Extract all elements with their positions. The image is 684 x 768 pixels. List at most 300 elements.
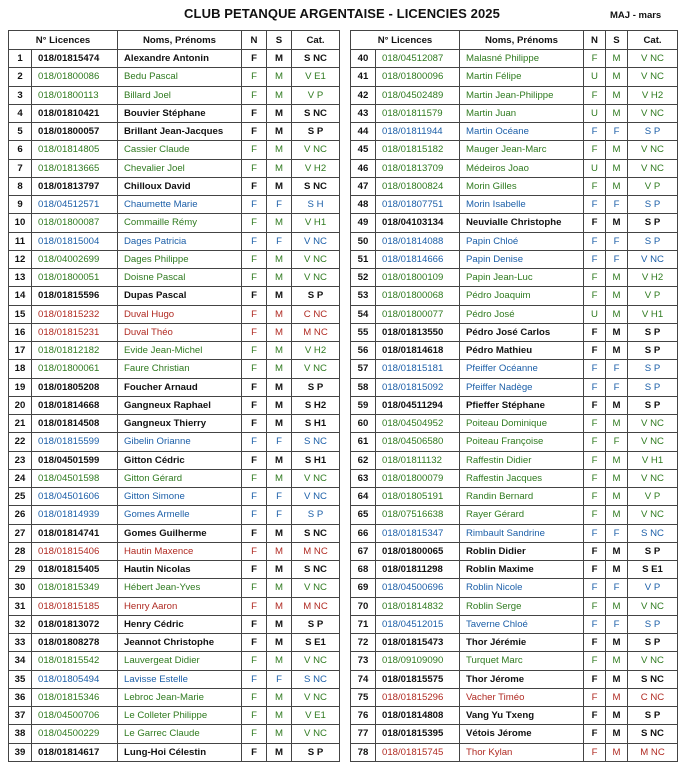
row-number: 32 [9, 615, 32, 633]
table-row [351, 396, 678, 414]
table-row [351, 488, 678, 506]
member-name: Dages Philippe [118, 250, 242, 268]
header-names: Noms, Prénoms [118, 31, 242, 50]
nationality: F [242, 688, 267, 706]
sex: M [606, 214, 628, 232]
sex: M [606, 305, 628, 323]
category: S P [292, 506, 340, 524]
row-number: 18 [9, 360, 32, 378]
row-number: 6 [9, 141, 32, 159]
row-number: 64 [351, 488, 376, 506]
category: S P [628, 615, 678, 633]
row-number: 36 [9, 688, 32, 706]
table-row [351, 542, 678, 560]
licence-number: 018/04504952 [376, 415, 460, 433]
category: S P [292, 615, 340, 633]
row-number: 50 [351, 232, 376, 250]
table-row [9, 597, 340, 615]
nationality: F [584, 488, 606, 506]
table-row [9, 615, 340, 633]
row-number: 37 [9, 707, 32, 725]
member-name: Gitton Cédric [118, 451, 242, 469]
row-number: 24 [9, 469, 32, 487]
nationality: F [584, 415, 606, 433]
category: S NC [292, 104, 340, 122]
category: S P [628, 196, 678, 214]
member-name: Pfieffer Stéphane [460, 396, 584, 414]
member-name: Malasné Philippe [460, 50, 584, 68]
sex: M [606, 50, 628, 68]
licence-number: 018/01815346 [32, 688, 118, 706]
category: V NC [628, 597, 678, 615]
licence-number: 018/01815185 [32, 597, 118, 615]
row-number: 60 [351, 415, 376, 433]
nationality: U [584, 68, 606, 86]
licence-number: 018/01800109 [376, 269, 460, 287]
member-name: Henry Cédric [118, 615, 242, 633]
category: S NC [292, 524, 340, 542]
member-name: Mauger Jean-Marc [460, 141, 584, 159]
sex: M [606, 707, 628, 725]
nationality: F [584, 542, 606, 560]
category: S NC [292, 561, 340, 579]
table-row [351, 670, 678, 688]
nationality: F [584, 269, 606, 287]
licence-number: 018/01815745 [376, 743, 460, 761]
table-body-left [9, 50, 340, 762]
sex: M [606, 542, 628, 560]
nationality: F [242, 634, 267, 652]
licence-number: 018/01814668 [32, 396, 118, 414]
nationality: F [584, 250, 606, 268]
sex: M [267, 378, 292, 396]
nationality: F [242, 396, 267, 414]
member-name: Foucher Arnaud [118, 378, 242, 396]
row-number: 8 [9, 177, 32, 195]
licence-number: 018/04502489 [376, 86, 460, 104]
member-name: Gangneux Thierry [118, 415, 242, 433]
sex: M [267, 141, 292, 159]
nationality: F [242, 68, 267, 86]
row-number: 14 [9, 287, 32, 305]
sex: M [606, 652, 628, 670]
table-row [351, 342, 678, 360]
table-row [9, 451, 340, 469]
licence-number: 018/04500696 [376, 579, 460, 597]
category: S NC [628, 524, 678, 542]
nationality: F [242, 214, 267, 232]
row-number: 11 [9, 232, 32, 250]
category: V NC [292, 232, 340, 250]
table-row [9, 707, 340, 725]
member-name: Morin Isabelle [460, 196, 584, 214]
category: V NC [292, 725, 340, 743]
licence-number: 018/01807751 [376, 196, 460, 214]
licence-number: 018/01814741 [32, 524, 118, 542]
sex: M [267, 561, 292, 579]
table-row [351, 615, 678, 633]
member-name: Neuvialle Christophe [460, 214, 584, 232]
sex: M [267, 597, 292, 615]
licence-number: 018/01813072 [32, 615, 118, 633]
category: V P [628, 177, 678, 195]
nationality: F [584, 597, 606, 615]
category: S P [628, 542, 678, 560]
licence-number: 018/01815542 [32, 652, 118, 670]
table-row [351, 469, 678, 487]
category: V NC [628, 50, 678, 68]
category: V NC [292, 652, 340, 670]
licence-number: 018/01800057 [32, 123, 118, 141]
category: M NC [292, 323, 340, 341]
category: V H2 [628, 269, 678, 287]
category: S P [628, 396, 678, 414]
member-name: Le Colleter Philippe [118, 707, 242, 725]
table-row [351, 688, 678, 706]
category: S NC [628, 725, 678, 743]
table-row [351, 707, 678, 725]
table-row [351, 123, 678, 141]
row-number: 15 [9, 305, 32, 323]
nationality: F [242, 597, 267, 615]
sex: M [267, 360, 292, 378]
table-body-right [351, 50, 678, 762]
category: S P [628, 232, 678, 250]
sex: M [267, 50, 292, 68]
row-number: 33 [9, 634, 32, 652]
licence-number: 018/01815474 [32, 50, 118, 68]
member-name: Pfeiffer Océanne [460, 360, 584, 378]
sex: F [267, 506, 292, 524]
nationality: F [584, 725, 606, 743]
nationality: F [242, 196, 267, 214]
nationality: F [584, 652, 606, 670]
licence-number: 018/01800113 [32, 86, 118, 104]
licence-number: 018/01800061 [32, 360, 118, 378]
sex: M [267, 542, 292, 560]
licence-number: 018/09109090 [376, 652, 460, 670]
table-row [351, 250, 678, 268]
nationality: F [584, 688, 606, 706]
sex: M [606, 104, 628, 122]
table-row [9, 250, 340, 268]
table-row [9, 652, 340, 670]
row-number: 73 [351, 652, 376, 670]
category: V NC [628, 141, 678, 159]
licence-number: 018/01814939 [32, 506, 118, 524]
table-row [9, 177, 340, 195]
category: S P [628, 214, 678, 232]
sex: M [267, 688, 292, 706]
nationality: F [584, 378, 606, 396]
licence-number: 018/01813797 [32, 177, 118, 195]
member-name: Poiteau Dominique [460, 415, 584, 433]
member-name: Hébert Jean-Yves [118, 579, 242, 597]
sex: F [606, 232, 628, 250]
sex: M [606, 415, 628, 433]
table-row [9, 506, 340, 524]
category: S NC [292, 177, 340, 195]
category: S NC [292, 433, 340, 451]
nationality: F [584, 670, 606, 688]
nationality: F [242, 378, 267, 396]
sex: M [267, 725, 292, 743]
licence-number: 018/01800096 [376, 68, 460, 86]
licence-number: 018/01811579 [376, 104, 460, 122]
row-number: 17 [9, 342, 32, 360]
category: S P [292, 123, 340, 141]
row-number: 63 [351, 469, 376, 487]
nationality: F [584, 214, 606, 232]
licence-number: 018/04500229 [32, 725, 118, 743]
nationality: F [242, 123, 267, 141]
nationality: F [242, 141, 267, 159]
sex: F [606, 196, 628, 214]
table-row [9, 579, 340, 597]
row-number: 41 [351, 68, 376, 86]
category: S P [628, 342, 678, 360]
category: S P [292, 743, 340, 761]
row-number: 23 [9, 451, 32, 469]
licence-number: 018/01815349 [32, 579, 118, 597]
row-number: 10 [9, 214, 32, 232]
category: V NC [628, 159, 678, 177]
row-number: 20 [9, 396, 32, 414]
member-name: Vacher Timéo [460, 688, 584, 706]
table-row [9, 214, 340, 232]
sex: F [606, 360, 628, 378]
sex: M [267, 269, 292, 287]
licence-number: 018/01815599 [32, 433, 118, 451]
member-name: Alexandre Antonin [118, 50, 242, 68]
sex: M [267, 104, 292, 122]
member-name: Pédro Mathieu [460, 342, 584, 360]
category: V H2 [628, 86, 678, 104]
row-number: 34 [9, 652, 32, 670]
member-name: Martin Félipe [460, 68, 584, 86]
table-row [351, 50, 678, 68]
licence-number: 018/01814617 [32, 743, 118, 761]
member-name: Hautin Maxence [118, 542, 242, 560]
table-row [9, 415, 340, 433]
sex: F [267, 196, 292, 214]
header-sex: S [606, 31, 628, 50]
licence-number: 018/01814088 [376, 232, 460, 250]
row-number: 19 [9, 378, 32, 396]
row-number: 4 [9, 104, 32, 122]
table-row [351, 725, 678, 743]
table-row [351, 597, 678, 615]
table-row [351, 451, 678, 469]
member-name: Commaille Rémy [118, 214, 242, 232]
sex: M [267, 652, 292, 670]
table-row [9, 469, 340, 487]
member-name: Gibelin Orianne [118, 433, 242, 451]
nationality: F [242, 615, 267, 633]
category: S H1 [292, 415, 340, 433]
nationality: F [242, 524, 267, 542]
table-header-row [351, 31, 678, 50]
category: S P [292, 287, 340, 305]
licence-number: 018/01815596 [32, 287, 118, 305]
nationality: F [584, 360, 606, 378]
row-number: 29 [9, 561, 32, 579]
sex: M [606, 287, 628, 305]
table-row [9, 634, 340, 652]
licence-number: 018/01815296 [376, 688, 460, 706]
sex: F [606, 378, 628, 396]
row-number: 55 [351, 323, 376, 341]
member-name: Taverne Chloé [460, 615, 584, 633]
nationality: F [584, 196, 606, 214]
table-row [351, 506, 678, 524]
table-row [9, 743, 340, 761]
category: V NC [292, 250, 340, 268]
member-name: Morin Gilles [460, 177, 584, 195]
licence-number: 018/01805208 [32, 378, 118, 396]
row-number: 40 [351, 50, 376, 68]
update-note: MAJ - mars [610, 10, 662, 21]
sex: M [267, 615, 292, 633]
row-number: 71 [351, 615, 376, 633]
member-name: Pfeiffer Nadège [460, 378, 584, 396]
table-row [9, 159, 340, 177]
nationality: F [242, 250, 267, 268]
sex: F [267, 670, 292, 688]
nationality: F [242, 652, 267, 670]
table-row [9, 123, 340, 141]
licence-number: 018/04512015 [376, 615, 460, 633]
nationality: F [584, 634, 606, 652]
table-row [351, 415, 678, 433]
member-name: Papin Jean-Luc [460, 269, 584, 287]
member-name: Billard Joel [118, 86, 242, 104]
nationality: F [584, 707, 606, 725]
row-number: 12 [9, 250, 32, 268]
nationality: F [242, 670, 267, 688]
member-name: Thor Jérémie [460, 634, 584, 652]
table-row [351, 104, 678, 122]
row-number: 56 [351, 342, 376, 360]
table-header-row [9, 31, 340, 50]
row-number: 44 [351, 123, 376, 141]
row-number: 3 [9, 86, 32, 104]
sex: M [267, 743, 292, 761]
nationality: F [242, 488, 267, 506]
licence-number: 018/01811132 [376, 451, 460, 469]
row-number: 57 [351, 360, 376, 378]
licence-number: 018/01815231 [32, 323, 118, 341]
row-number: 21 [9, 415, 32, 433]
licence-number: 018/04511294 [376, 396, 460, 414]
sex: M [606, 177, 628, 195]
sex: M [267, 342, 292, 360]
row-number: 74 [351, 670, 376, 688]
member-name: Vang Yu Txeng [460, 707, 584, 725]
sex: M [267, 323, 292, 341]
category: S P [628, 323, 678, 341]
table-row [9, 561, 340, 579]
table-row [9, 360, 340, 378]
nationality: F [242, 561, 267, 579]
table-row [351, 159, 678, 177]
table-row [351, 524, 678, 542]
licence-number: 018/01811298 [376, 561, 460, 579]
category: V E1 [292, 707, 340, 725]
row-number: 22 [9, 433, 32, 451]
licence-number: 018/01800079 [376, 469, 460, 487]
member-name: Roblin Didier [460, 542, 584, 560]
row-number: 9 [9, 196, 32, 214]
header-sex: S [267, 31, 292, 50]
licence-number: 018/01810421 [32, 104, 118, 122]
licence-number: 018/01815473 [376, 634, 460, 652]
nationality: U [584, 159, 606, 177]
licence-number: 018/01814808 [376, 707, 460, 725]
row-number: 54 [351, 305, 376, 323]
member-name: Cassier Claude [118, 141, 242, 159]
sex: M [267, 634, 292, 652]
sex: M [267, 524, 292, 542]
nationality: F [584, 342, 606, 360]
category: S NC [628, 670, 678, 688]
row-number: 49 [351, 214, 376, 232]
header-category: Cat. [292, 31, 340, 50]
category: V H1 [292, 214, 340, 232]
licence-number: 018/01812182 [32, 342, 118, 360]
member-name: Dupas Pascal [118, 287, 242, 305]
member-name: Lung-Hoi Célestin [118, 743, 242, 761]
licence-number: 018/04002699 [32, 250, 118, 268]
member-name: Gitton Gérard [118, 469, 242, 487]
licence-number: 018/04500706 [32, 707, 118, 725]
table-row [9, 86, 340, 104]
licence-number: 018/01813665 [32, 159, 118, 177]
licence-number: 018/01815182 [376, 141, 460, 159]
nationality: F [584, 323, 606, 341]
nationality: F [584, 561, 606, 579]
member-name: Gomes Guilherme [118, 524, 242, 542]
member-name: Roblin Serge [460, 597, 584, 615]
licence-number: 018/04512571 [32, 196, 118, 214]
category: C NC [292, 305, 340, 323]
nationality: F [584, 524, 606, 542]
sex: F [267, 232, 292, 250]
member-name: Pédro José [460, 305, 584, 323]
member-name: Faure Christian [118, 360, 242, 378]
sex: M [267, 396, 292, 414]
member-name: Thor Jérome [460, 670, 584, 688]
member-name: Thor Kylan [460, 743, 584, 761]
sex: M [606, 488, 628, 506]
row-number: 27 [9, 524, 32, 542]
member-name: Pédro Joaquim [460, 287, 584, 305]
row-number: 16 [9, 323, 32, 341]
sex: M [606, 68, 628, 86]
row-number: 47 [351, 177, 376, 195]
sex: F [606, 615, 628, 633]
row-number: 59 [351, 396, 376, 414]
member-name: Henry Aaron [118, 597, 242, 615]
table-row [351, 214, 678, 232]
row-number: 70 [351, 597, 376, 615]
row-number: 51 [351, 250, 376, 268]
category: V P [628, 579, 678, 597]
table-row [351, 634, 678, 652]
row-number: 62 [351, 451, 376, 469]
table-row [9, 50, 340, 68]
nationality: F [242, 433, 267, 451]
